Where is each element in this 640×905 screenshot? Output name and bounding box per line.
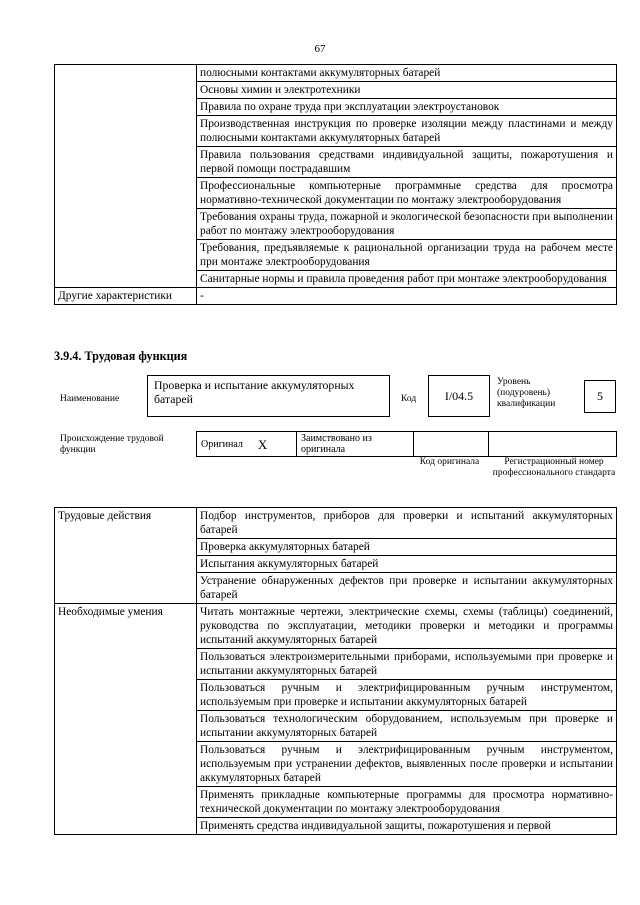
actions-skills-table [54, 507, 617, 835]
knowledge-item: Требования, предъявляемые к рациональной организации труда на рабочем месте при монтаже электрооборудования [197, 240, 617, 271]
original-mark: X [257, 436, 268, 452]
action-item: Проверка аккумуляторных батарей [197, 539, 617, 556]
knowledge-item: Правила пользования средствами индивидуальной защиты, пожаротушения и первой помощи пострадавшим [197, 147, 617, 178]
reg-number-cell [489, 432, 617, 457]
knowledge-item: полюсными контактами аккумуляторных батарей [197, 65, 617, 82]
skill-item: Применять средства индивидуальной защиты, пожаротушения и первой [197, 818, 617, 835]
other-characteristics-value: - [197, 288, 617, 305]
skills-label: Необходимые умения [55, 604, 197, 835]
code-original-caption: Код оригинала [419, 457, 480, 467]
function-name-box: Проверка и испытание аккумуляторных батарей [147, 375, 390, 417]
original-cell [197, 432, 297, 457]
knowledge-item: Требования охраны труда, пожарной и экологической безопасности при выполнении работ по монтажу электрооборудования [197, 209, 617, 240]
knowledge-table [54, 64, 617, 305]
qualification-level-label: Уровень (подуровень) квалификации [497, 377, 556, 409]
actions-label: Трудовые действия [55, 508, 197, 604]
knowledge-item: Профессиональные компьютерные программные средства для просмотра нормативно-технической документации по монтажу электрооборудования [197, 178, 617, 209]
original-label: Оригинал [201, 438, 243, 450]
skill-item: Пользоваться электроизмерительными приборами, используемыми при проверке и испытании аккумуляторных батарей [197, 649, 617, 680]
code-label: Код [401, 394, 417, 404]
name-label: Наименование [60, 394, 120, 404]
other-characteristics-label: Другие характеристики [55, 288, 197, 305]
table-row [55, 604, 617, 649]
borrowed-cell: Заимствовано из оригинала [297, 432, 414, 457]
table-row [55, 288, 617, 305]
skill-item: Применять прикладные компьютерные программы для просмотра нормативно-технической документации по монтажу электрооборудования [197, 787, 617, 818]
skill-item: Читать монтажные чертежи, электрические схемы, схемы (таблицы) соединений, руководства по эксплуатации, методики проверки и методики и программы испытаний аккумуляторных батарей [197, 604, 617, 649]
table-row [55, 508, 617, 539]
action-item: Подбор инструментов, приборов для проверки и испытаний аккумуляторных батарей [197, 508, 617, 539]
section-title: 3.9.4. Трудовая функция [54, 349, 188, 363]
knowledge-item: Производственная инструкция по проверке изоляции между пластинами и между полюсными контактами аккумуляторных батарей [197, 116, 617, 147]
skill-item: Пользоваться ручным и электрифицированным ручным инструментом, используемым при устранении дефектов, выявленных после проверки и испытании аккумуляторных батарей [197, 742, 617, 787]
action-item: Испытания аккумуляторных батарей [197, 556, 617, 573]
qualification-level-box: 5 [584, 380, 616, 413]
knowledge-item: Правила по охране труда при эксплуатации электроустановок [197, 99, 617, 116]
reg-number-caption: Регистрационный номер профессионального стандарта [492, 457, 616, 478]
code-box: I/04.5 [428, 375, 490, 417]
skill-item: Пользоваться технологическим оборудованием, используемым при проверке и испытании аккумуляторных батарей [197, 711, 617, 742]
origin-label: Происхождение трудовой функции [60, 434, 164, 455]
page-number: 67 [314, 43, 326, 55]
table-cell-label-empty [55, 65, 197, 288]
table-row [55, 65, 617, 82]
table-row [197, 432, 617, 457]
code-original-cell [414, 432, 489, 457]
skill-item: Пользоваться ручным и электрифицированным ручным инструментом, используемым при проверке и испытании аккумуляторных батарей [197, 680, 617, 711]
origin-table [196, 431, 617, 457]
knowledge-item: Санитарные нормы и правила проведения работ при монтаже электрооборудования [197, 271, 617, 288]
action-item: Устранение обнаруженных дефектов при проверке и испытании аккумуляторных батарей [197, 573, 617, 604]
knowledge-item: Основы химии и электротехники [197, 82, 617, 99]
